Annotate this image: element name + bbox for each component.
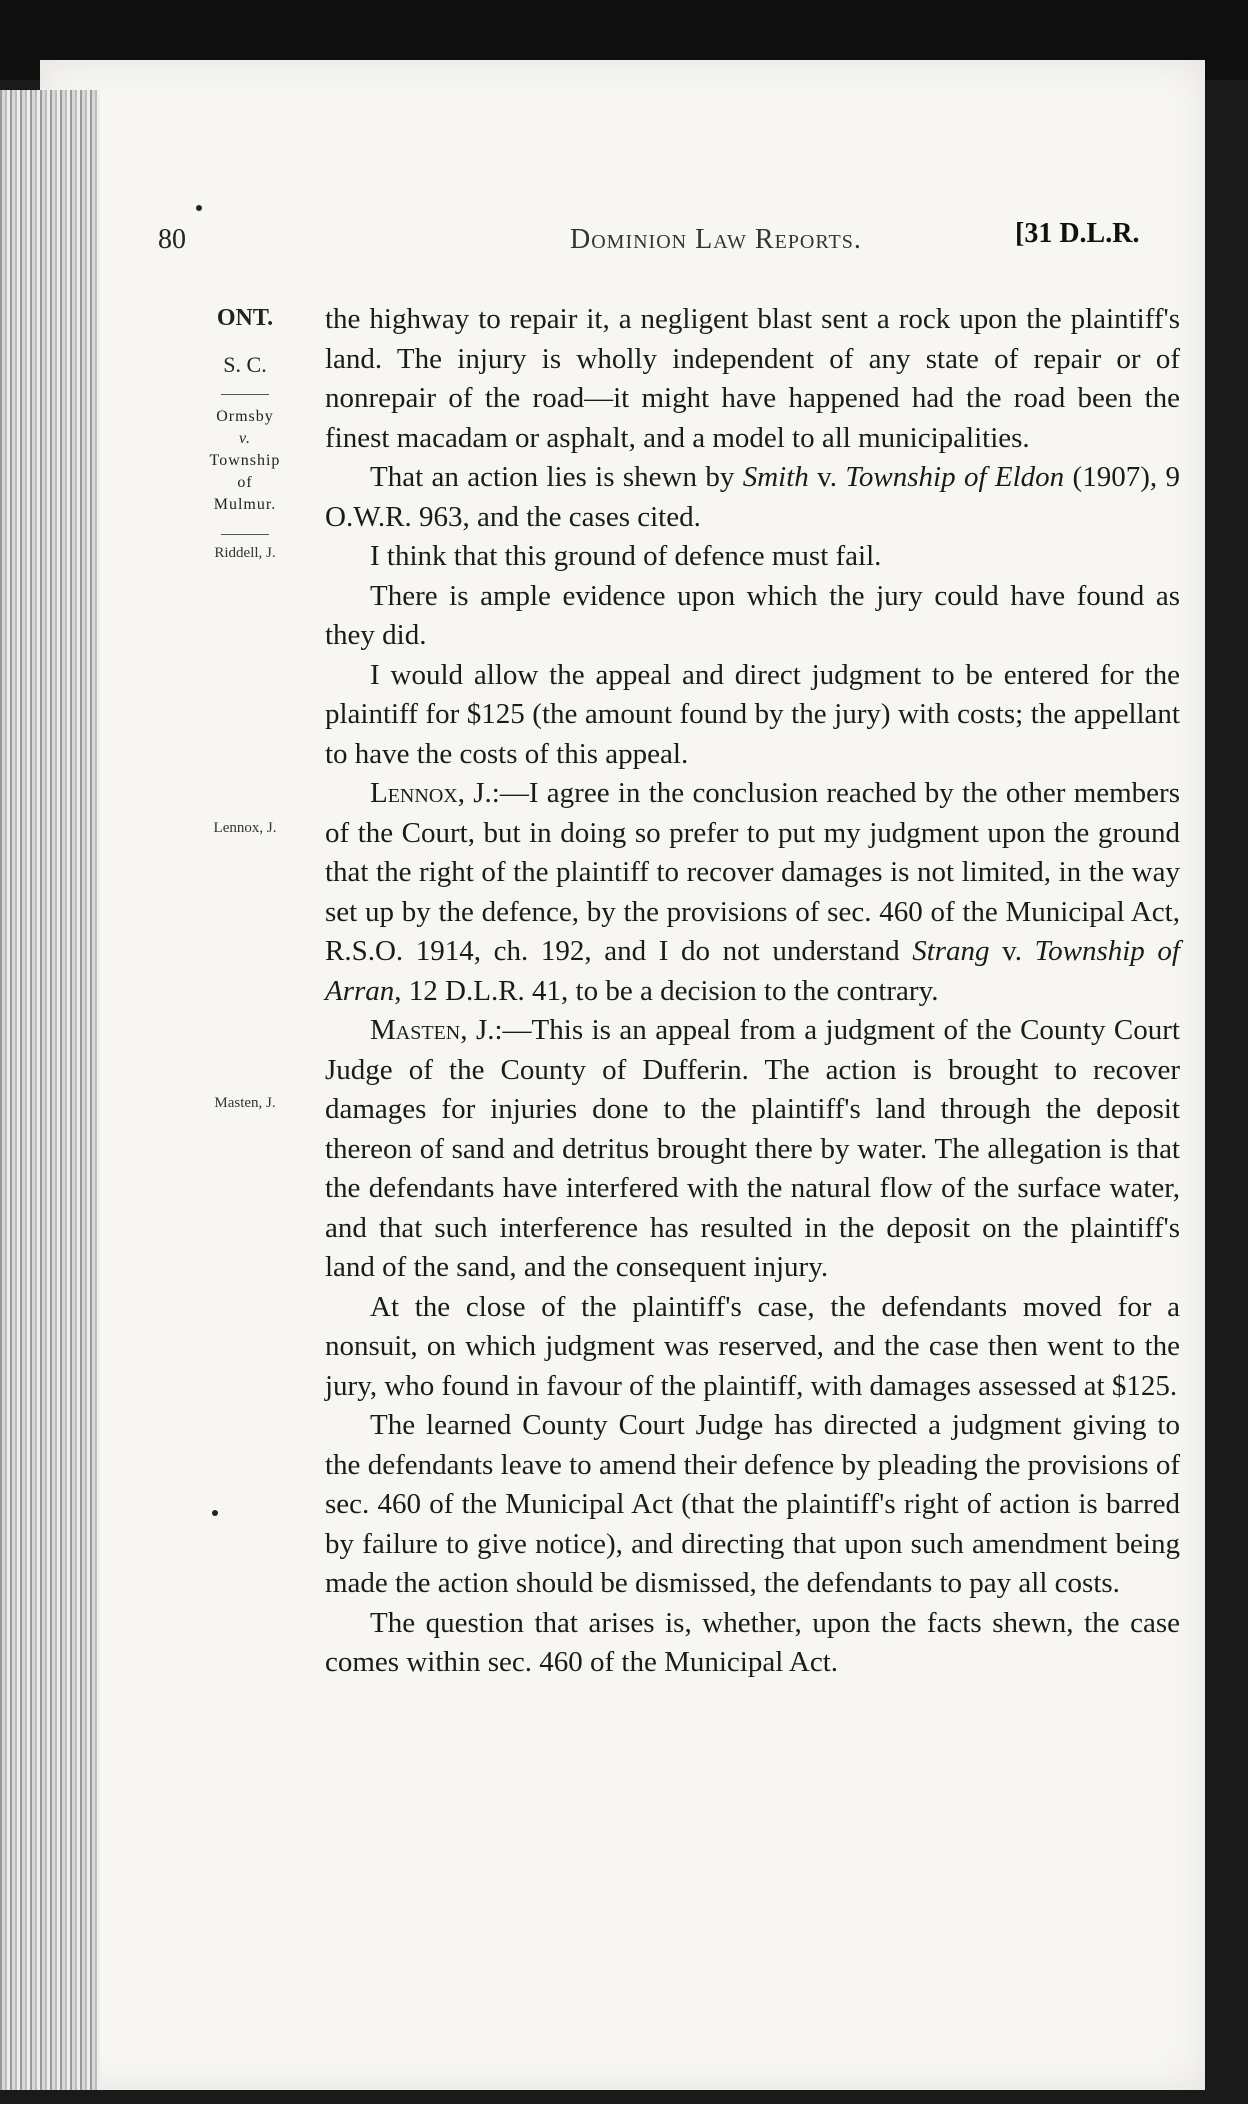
paragraph-6: Lennox, J.:—I agree in the conclusion reached by the other members of the Court, but in doing so prefer to put my judgment upon the ground that the right of the plaintiff to recover damages is not limited, in the way set up by the defence, by the provisions of sec. 460 of the Municipal Act, R.S.O. 1914, ch. 192, and I do not understand Strang v. Township of Arran, 12 D.L.R. 41, to be a decision to the contrary.: [325, 777, 1181, 1007]
case-citation: Strang: [912, 935, 990, 967]
judge-name: Lennox, J.: [370, 777, 492, 809]
sidebar-case-name: [170, 406, 320, 516]
paragraph-2: That an action lies is shewn by Smith v. Township of Eldon (1907), 9 O.W.R. 963, and the cases cited.: [325, 461, 1180, 533]
body-text: [325, 300, 1180, 1683]
paragraph-5: I would allow the appeal and direct judgment to be entered for the plaintiff for $125 (the amount found by the jury) with costs; the appellant to have the costs of this appeal.: [325, 658, 1180, 770]
paragraph-9: The learned County Court Judge has directed a judgment giving to the defendants leave to amend their defence by pleading the provisions of sec. 460 of the Municipal Act (that the plaintiff's right of action is barred by failure to give notice), and directing that upon such amendment being made the action should be dismissed, the defendants to pay all costs.: [325, 1409, 1180, 1599]
case-line-5: Mulmur.: [213, 496, 277, 513]
sidebar-judge-masten: Masten, J.: [214, 1095, 276, 1111]
scan-speck: [196, 205, 202, 211]
running-title: Dominion Law Reports.: [570, 224, 862, 255]
scan-speck: [212, 1510, 218, 1516]
volume-reference: [31 D.L.R.: [1015, 218, 1140, 249]
page-edges: [0, 90, 100, 2090]
page-header: [0, 218, 1248, 264]
sidebar-judge-riddell: Riddell, J.: [214, 545, 276, 561]
sidebar-jurisdiction: ONT.: [216, 305, 274, 331]
case-line-3: Township: [209, 452, 281, 469]
case-citation: Township of Eldon: [845, 461, 1065, 493]
paragraph-8: At the close of the plaintiff's case, the defendants moved for a nonsuit, on which judgment was reserved, and the case then went to the jury, who found in favour of the plaintiff, with damages assessed at $125.: [325, 1290, 1180, 1402]
paragraph-10: The question that arises is, whether, upon the facts shewn, the case comes within sec. 460 of the Municipal Act.: [325, 1606, 1180, 1678]
page-number: 80: [158, 224, 186, 255]
sidebar-court: S. C.: [223, 352, 267, 377]
paragraph-3: I think that this ground of defence must fail.: [370, 540, 882, 572]
case-citation: Smith: [742, 461, 809, 493]
sidebar-judge-lennox: Lennox, J.: [213, 820, 277, 836]
paragraph-7: Masten, J.:—This is an appeal from a judgment of the County Court Judge of the County of Dufferin. The action is brought to recover damages for injuries done to the plaintiff's land through the deposit thereon of sand and detritus brought there by water. The allegation is that the defendants have interfered with the natural flow of the surface water, and that such interference has resulted in the deposit on the plaintiff's land of the sand, and the consequent injury.: [325, 1014, 1180, 1283]
sidebar-rule-2: [170, 530, 320, 539]
case-line-1: Ormsby: [216, 408, 274, 425]
paragraph-1: the highway to repair it, a negligent blast sent a rock upon the plaintiff's land. The injury is wholly independent of any state of repair or of nonrepair of the road—it might have happened had the road been the finest macadam or asphalt, and a model to all municipalities.: [325, 303, 1180, 454]
case-citation: Township of Arran: [325, 935, 1180, 1007]
paragraph-4: There is ample evidence upon which the jury could have found as they did.: [325, 579, 1180, 651]
case-line-2: v.: [239, 430, 251, 447]
sidebar-rule: [170, 390, 320, 399]
case-line-4: of: [237, 474, 253, 491]
judge-name: Masten, J.: [370, 1014, 495, 1046]
